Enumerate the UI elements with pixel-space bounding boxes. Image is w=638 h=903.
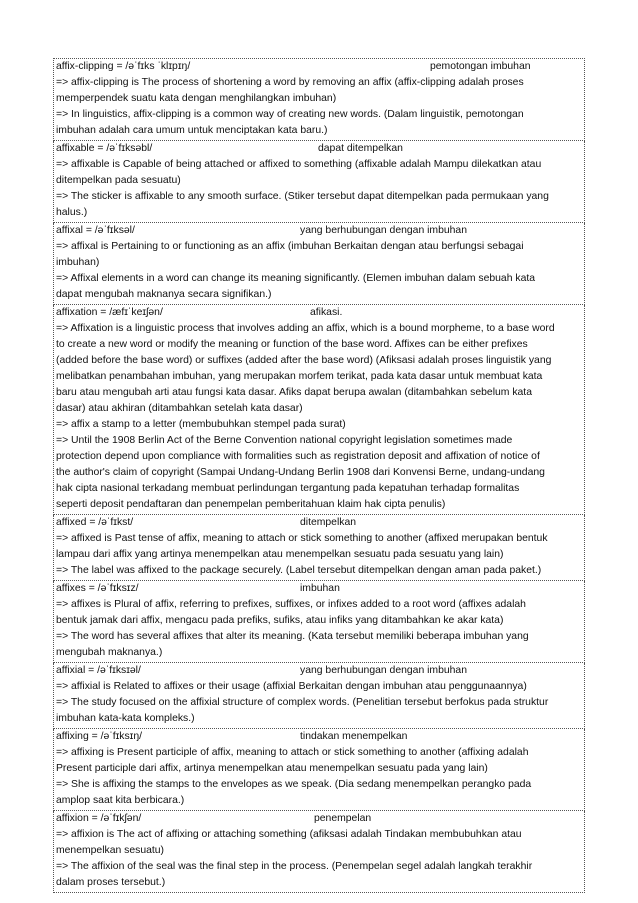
entry-translation: tindakan menempelkan bbox=[300, 731, 408, 742]
dictionary-entry bbox=[53, 141, 585, 223]
definition-line: dapat mengubah maknanya secara signifikan.) bbox=[56, 289, 272, 300]
entry-translation: pemotongan imbuhan bbox=[430, 61, 531, 72]
definition-line: Present participle dari affix, artinya menempelkan atau menempelkan sesuatu pada yang lain) bbox=[56, 763, 488, 774]
dictionary-entry bbox=[53, 515, 585, 581]
definition-line: (added before the base word) or suffixes (added after the base word) (Afiksasi adalah proses linguistik yang bbox=[56, 355, 552, 366]
definition-line: => affix-clipping is The process of shortening a word by removing an affix (affix-clipping adalah proses bbox=[56, 77, 524, 88]
dictionary-document bbox=[53, 58, 585, 893]
definition-line: => The affixion of the seal was the final step in the process. (Penempelan segel adalah langkah terakhir bbox=[56, 861, 533, 872]
entry-definition bbox=[56, 597, 583, 661]
definition-line: baru atau mengubah arti atau fungsi kata dasar. Afiks dapat berupa awalan (ditambahkan sebelum kata bbox=[56, 387, 532, 398]
definition-line: => affixes is Plural of affix, referring to prefixes, suffixes, or infixes added to a root word (affixes adalah bbox=[56, 599, 526, 610]
entry-translation: ditempelkan bbox=[300, 517, 357, 528]
entry-translation: dapat ditempelkan bbox=[318, 143, 403, 154]
entry-headline bbox=[56, 811, 583, 827]
entry-headline bbox=[56, 581, 583, 597]
definition-line: halus.) bbox=[56, 207, 88, 218]
definition-line: => The sticker is affixable to any smooth surface. (Stiker tersebut dapat ditempelkan pada permukaan yang bbox=[56, 191, 549, 202]
definition-line: => She is affixing the stamps to the envelopes as we speak. (Dia sedang menempelkan perangko pada bbox=[56, 779, 532, 790]
definition-line: => Affixal elements in a word can change its meaning significantly. (Elemen imbuhan dalam sebuah kata bbox=[56, 273, 536, 284]
entry-word-pronunciation: affixal = /əˈfɪksəl/ bbox=[56, 225, 135, 236]
entry-word-pronunciation: affixial = /əˈfɪksɪəl/ bbox=[56, 665, 141, 676]
entry-headline bbox=[56, 663, 583, 679]
entry-definition bbox=[56, 679, 583, 727]
definition-line: => The study focused on the affixial structure of complex words. (Penelitian tersebut berfokus pada struktur bbox=[56, 697, 549, 708]
entry-definition bbox=[56, 239, 583, 303]
entry-definition bbox=[56, 75, 583, 139]
definition-line: mengubah maknanya.) bbox=[56, 647, 163, 658]
definition-line: memperpendek suatu kata dengan menghilangkan imbuhan) bbox=[56, 93, 337, 104]
dictionary-entry bbox=[53, 223, 585, 305]
definition-line: the author's claim of copyright (Sampai Undang-Undang Berlin 1908 dari Konvensi Berne, undang-undang bbox=[56, 467, 545, 478]
entry-word-pronunciation: affixes = /əˈfɪksɪz/ bbox=[56, 583, 139, 594]
definition-line: => In linguistics, affix-clipping is a common way of creating new words. (Dalam linguistik, pemotongan bbox=[56, 109, 524, 120]
definition-line: imbuhan kata-kata kompleks.) bbox=[56, 713, 195, 724]
entry-headline bbox=[56, 729, 583, 745]
dictionary-entry bbox=[53, 58, 585, 141]
entry-word-pronunciation: affixation = /æfɪˈkeɪʃən/ bbox=[56, 307, 163, 318]
definition-line: => Until the 1908 Berlin Act of the Berne Convention national copyright legislation sometimes made bbox=[56, 435, 513, 446]
definition-line: ditempelkan pada sesuatu) bbox=[56, 175, 181, 186]
entry-word-pronunciation: affixion = /əˈfɪkʃən/ bbox=[56, 813, 142, 824]
definition-line: imbuhan) bbox=[56, 257, 100, 268]
dictionary-entry bbox=[53, 729, 585, 811]
entry-translation: yang berhubungan dengan imbuhan bbox=[300, 665, 467, 676]
entry-translation: afikasi. bbox=[310, 307, 343, 318]
dictionary-entry bbox=[53, 305, 585, 515]
definition-line: imbuhan adalah cara umum untuk menciptakan kata baru.) bbox=[56, 125, 328, 136]
definition-line: hak cipta nasional terkadang membuat perlindungan tergantung pada kepatuhan terhadap formalitas bbox=[56, 483, 520, 494]
definition-line: => The word has several affixes that alter its meaning. (Kata tersebut memiliki beberapa imbuhan yang bbox=[56, 631, 529, 642]
definition-line: amplop saat kita berbicara.) bbox=[56, 795, 185, 806]
entry-word-pronunciation: affixable = /əˈfɪksəbl/ bbox=[56, 143, 153, 154]
entry-translation: yang berhubungan dengan imbuhan bbox=[300, 225, 467, 236]
entry-definition bbox=[56, 827, 583, 891]
entry-word-pronunciation: affixing = /əˈfɪksɪŋ/ bbox=[56, 731, 143, 742]
dictionary-entry bbox=[53, 663, 585, 729]
entry-translation: penempelan bbox=[314, 813, 372, 824]
entry-headline bbox=[56, 59, 583, 75]
dictionary-entry bbox=[53, 581, 585, 663]
definition-line: menempelkan sesuatu) bbox=[56, 845, 165, 856]
definition-line: seperti deposit pendaftaran dan penempelan pemberitahuan klaim hak cipta penulis) bbox=[56, 499, 446, 510]
entry-definition bbox=[56, 531, 583, 579]
entry-headline bbox=[56, 305, 583, 321]
entry-definition bbox=[56, 745, 583, 809]
definition-line: dasar) atau akhiran (ditambahkan setelah kata dasar) bbox=[56, 403, 303, 414]
definition-line: => affix a stamp to a letter (membubuhkan stempel pada surat) bbox=[56, 419, 346, 430]
definition-line: => affixion is The act of affixing or attaching something (afiksasi adalah Tindakan membubuhkan atau bbox=[56, 829, 522, 840]
definition-line: => affixing is Present participle of affix, meaning to attach or stick something to another (affixing adalah bbox=[56, 747, 529, 758]
entry-headline bbox=[56, 223, 583, 239]
entry-word-pronunciation: affixed = /əˈfɪkst/ bbox=[56, 517, 134, 528]
entry-translation: imbuhan bbox=[300, 583, 340, 594]
entry-headline bbox=[56, 141, 583, 157]
definition-line: protection depend upon compliance with formalities such as registration deposit and affixation of notice of bbox=[56, 451, 540, 462]
definition-line: lampau dari affix yang artinya menempelkan atau menempelkan sesuatu pada sesuatu yang lain) bbox=[56, 549, 504, 560]
entry-headline bbox=[56, 515, 583, 531]
definition-line: => Affixation is a linguistic process that involves adding an affix, which is a bound morpheme, to a base word bbox=[56, 323, 555, 334]
entry-definition bbox=[56, 157, 583, 221]
definition-line: melibatkan penambahan imbuhan, yang merupakan morfem terikat, pada kata dasar untuk membuat kata bbox=[56, 371, 543, 382]
definition-line: dalam proses tersebut.) bbox=[56, 877, 166, 888]
entry-definition bbox=[56, 321, 583, 513]
definition-line: to create a new word or modify the meaning or function of the base word. Affixes can be either prefixes bbox=[56, 339, 528, 350]
definition-line: => affixial is Related to affixes or their usage (affixial Berkaitan dengan imbuhan atau penggunaannya) bbox=[56, 681, 527, 692]
entry-word-pronunciation: affix-clipping = /əˈfɪks ˈklɪpɪŋ/ bbox=[56, 61, 191, 72]
definition-line: => affixed is Past tense of affix, meaning to attach or stick something to another (affixed merupakan bentuk bbox=[56, 533, 548, 544]
definition-line: => The label was affixed to the package securely. (Label tersebut ditempelkan dengan aman pada paket.) bbox=[56, 565, 542, 576]
definition-line: => affixal is Pertaining to or functioning as an affix (imbuhan Berkaitan dengan atau berfungsi sebagai bbox=[56, 241, 524, 252]
definition-line: bentuk jamak dari affix, mengacu pada prefiks, sufiks, atau infiks yang ditambahkan ke akar kata) bbox=[56, 615, 504, 626]
definition-line: => affixable is Capable of being attached or affixed to something (affixable adalah Mampu dilekatkan atau bbox=[56, 159, 542, 170]
dictionary-entry bbox=[53, 811, 585, 893]
